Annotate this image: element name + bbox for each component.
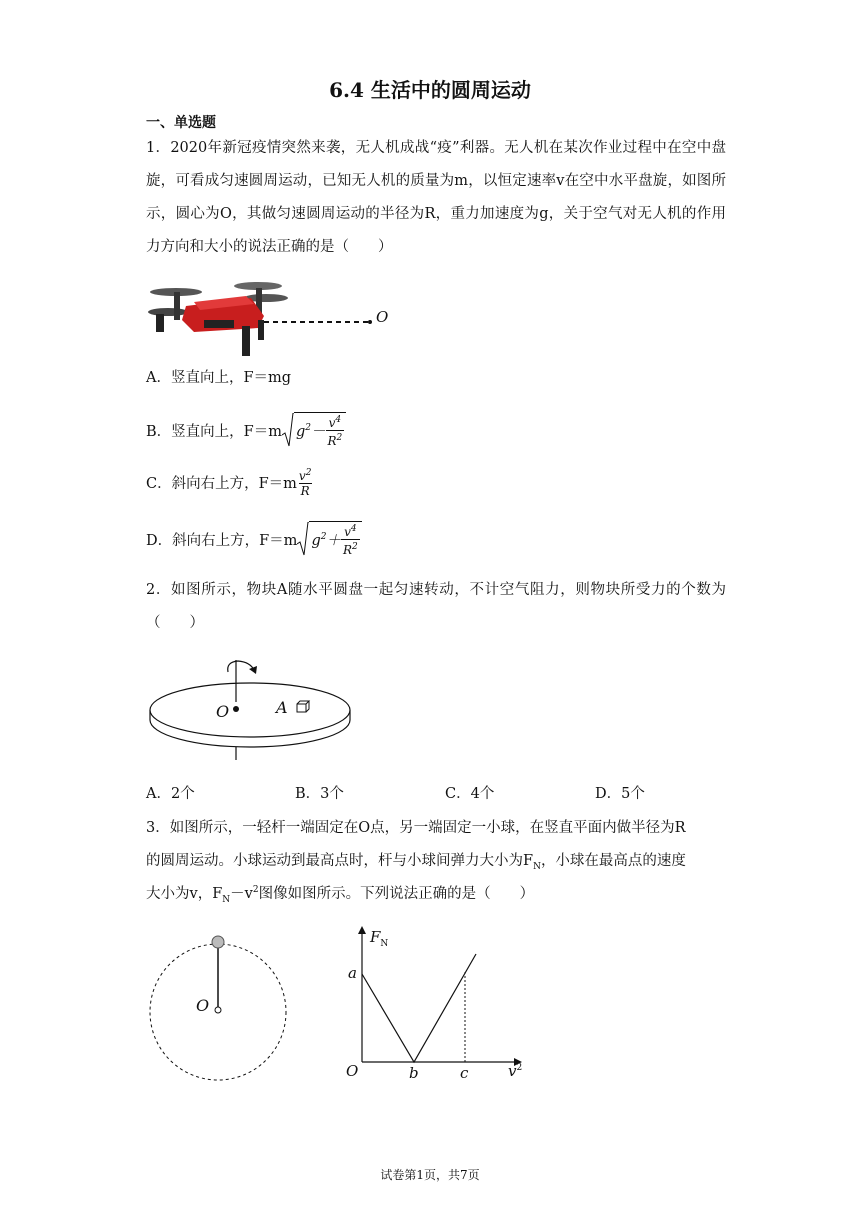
q1-option-c-label: C．斜向右上方，F＝m <box>146 475 297 492</box>
point-c-label: c <box>460 1064 469 1082</box>
q1-option-a: A．竖直向上，F＝mg <box>146 370 292 386</box>
q1-option-b <box>146 412 346 448</box>
q1-option-c <box>146 466 313 498</box>
point-b-label: b <box>409 1064 419 1082</box>
q2-option-a: A．2个 <box>146 786 195 802</box>
q1-option-b-formula: $g^2-$ $\frac{v^4}{R^2}$ <box>282 412 346 448</box>
q2-option-b: B．3个 <box>295 786 344 802</box>
origin-label: O <box>346 1062 359 1080</box>
rod-pivot-label: O <box>196 996 210 1015</box>
q2-option-d: D．5个 <box>595 786 645 802</box>
question-2-text: 2．如图所示，物块A随水平圆盘一起匀速转动，不计空气阻力，则物块所受力的个数为（ ） <box>146 582 726 631</box>
q1-option-c-formula: $\frac{v^2}{R}$ <box>298 468 312 498</box>
section-heading: 一、单选题 <box>146 115 216 131</box>
page-footer: 试卷第1页，共7页 <box>380 1168 480 1182</box>
block-label: A <box>276 698 288 717</box>
q1-option-b-label: B．竖直向上，F＝m <box>146 423 282 440</box>
rod-circle-figure <box>148 930 298 1094</box>
intercept-a-label: a <box>348 964 357 982</box>
turntable-figure <box>146 652 356 766</box>
drone-center-label: O <box>376 308 389 326</box>
drone-figure <box>146 272 396 366</box>
question-3-line-3: 大小为v，$F_N-v^2$图像如图所示。下列说法正确的是（ ） <box>146 885 535 905</box>
q2-option-c: C．4个 <box>445 786 495 802</box>
y-axis-label: $F_N$ <box>370 928 389 949</box>
q1-option-d-label: D．斜向右上方，F＝m <box>146 532 298 549</box>
x-axis-label: $v^2$ <box>508 1062 523 1080</box>
question-3-line-2: 的圆周运动。小球运动到最高点时，杆与小球间弹力大小为$F_N$，小球在最高点的速度 <box>146 853 686 872</box>
question-1-text: 1．2020年新冠疫情突然来袭，无人机成战“疫”利器。无人机在某次作业过程中在空中盘旋，可看成匀速圆周运动，已知无人机的质量为m，以恒定速率v在空中水平盘旋，如图所示，圆心为O，其做匀速圆周运动的半径为R，重力加速度为g，关于空气对无人机的作用力方向和大小的说法正确的是（ ） <box>146 140 726 255</box>
fn-v2-graph <box>336 924 536 1093</box>
turntable-center-label: O <box>216 702 230 721</box>
page-title: 6.4 生活中的圆周运动 <box>329 78 531 102</box>
question-3-line-1: 3．如图所示，一轻杆一端固定在O点，另一端固定一小球，在竖直平面内做半径为R <box>146 820 686 836</box>
q1-option-d <box>146 521 362 557</box>
q1-option-d-formula: $g^2+$ $\frac{v^4}{R^2}$ <box>297 521 361 557</box>
